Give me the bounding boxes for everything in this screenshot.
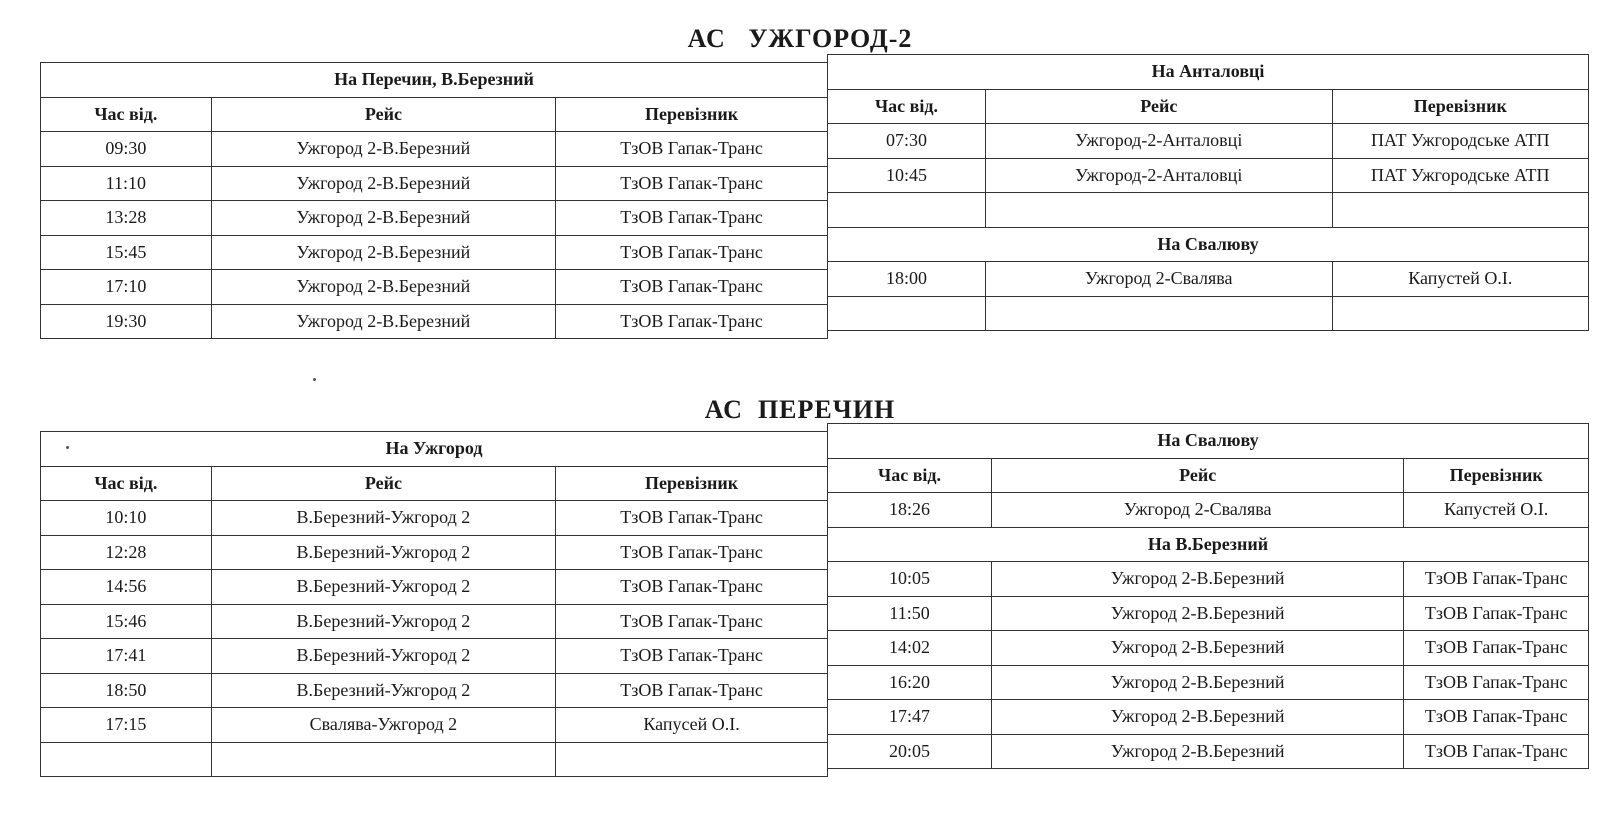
carrier: ТзОВ Гапак-Транс xyxy=(556,570,828,605)
table-row xyxy=(41,201,828,236)
section-heading: На Ужгород xyxy=(41,432,828,467)
column-header-row xyxy=(828,458,1589,493)
carrier: ТзОВ Гапак-Транс xyxy=(556,270,828,305)
carrier xyxy=(1332,296,1588,331)
route: В.Березний-Ужгород 2 xyxy=(211,501,555,536)
carrier: ТзОВ Гапак-Транс xyxy=(1404,665,1589,700)
departure-time: 19:30 xyxy=(41,304,212,339)
table-row xyxy=(828,700,1589,735)
carrier-header: Перевізник xyxy=(556,97,828,132)
route: Ужгород 2-В.Березний xyxy=(992,734,1404,769)
carrier xyxy=(1332,193,1588,228)
route: Ужгород 2-В.Березний xyxy=(992,700,1404,735)
route: Ужгород 2-В.Березний xyxy=(992,596,1404,631)
carrier: ТзОВ Гапак-Транс xyxy=(556,604,828,639)
route xyxy=(985,193,1332,228)
departure-time-header: Час від. xyxy=(828,458,992,493)
carrier: ТзОВ Гапак-Транс xyxy=(556,501,828,536)
route xyxy=(985,296,1332,331)
route-header: Рейс xyxy=(992,458,1404,493)
route: В.Березний-Ужгород 2 xyxy=(211,604,555,639)
sub-heading: На В.Березний xyxy=(828,527,1589,562)
departure-time: 11:10 xyxy=(41,166,212,201)
carrier: ТзОВ Гапак-Транс xyxy=(1404,700,1589,735)
section-heading: На Свалюву xyxy=(828,424,1589,459)
station1-right-table xyxy=(827,54,1589,331)
carrier: ТзОВ Гапак-Транс xyxy=(1404,734,1589,769)
section-heading: На Анталовці xyxy=(828,55,1589,90)
departure-time: 14:56 xyxy=(41,570,212,605)
departure-time-header: Час від. xyxy=(41,466,212,501)
sub-heading: На Свалюву xyxy=(828,227,1589,262)
carrier: ТзОВ Гапак-Транс xyxy=(1404,562,1589,597)
departure-time: 17:41 xyxy=(41,639,212,674)
route: Свалява-Ужгород 2 xyxy=(211,708,555,743)
carrier: ТзОВ Гапак-Транс xyxy=(1404,631,1589,666)
carrier: Капусей О.І. xyxy=(556,708,828,743)
section-heading: На Перечин, В.Березний xyxy=(41,63,828,98)
departure-time: 18:26 xyxy=(828,493,992,528)
departure-time: 09:30 xyxy=(41,132,212,167)
departure-time xyxy=(828,296,986,331)
table-row xyxy=(828,596,1589,631)
carrier: ТзОВ Гапак-Транс xyxy=(1404,596,1589,631)
route-header: Рейс xyxy=(211,97,555,132)
speck xyxy=(313,378,316,381)
departure-time: 07:30 xyxy=(828,124,986,159)
table-row xyxy=(828,665,1589,700)
departure-time: 10:45 xyxy=(828,158,986,193)
carrier: ТзОВ Гапак-Транс xyxy=(556,166,828,201)
route: Ужгород 2-В.Березний xyxy=(211,132,555,167)
carrier: Капустей О.І. xyxy=(1404,493,1589,528)
departure-time-header: Час від. xyxy=(41,97,212,132)
sub-heading-row xyxy=(828,227,1589,262)
route: Ужгород-2-Анталовці xyxy=(985,158,1332,193)
column-header-row xyxy=(41,97,828,132)
route: Ужгород 2-В.Березний xyxy=(211,166,555,201)
table-row xyxy=(828,734,1589,769)
route: Ужгород 2-В.Березний xyxy=(211,235,555,270)
route: Ужгород 2-В.Березний xyxy=(992,665,1404,700)
carrier: ТзОВ Гапак-Транс xyxy=(556,201,828,236)
route: В.Березний-Ужгород 2 xyxy=(211,570,555,605)
section-heading-row xyxy=(828,424,1589,459)
departure-time-header: Час від. xyxy=(828,89,986,124)
table-row xyxy=(41,570,828,605)
table-row xyxy=(41,166,828,201)
route-header: Рейс xyxy=(985,89,1332,124)
route: В.Березний-Ужгород 2 xyxy=(211,673,555,708)
table-row xyxy=(41,639,828,674)
departure-time xyxy=(828,193,986,228)
column-header-row xyxy=(828,89,1589,124)
table-row xyxy=(41,132,828,167)
route-header: Рейс xyxy=(211,466,555,501)
speck xyxy=(66,446,69,449)
table-row xyxy=(828,562,1589,597)
table-row xyxy=(41,673,828,708)
table-row xyxy=(41,235,828,270)
departure-time: 12:28 xyxy=(41,535,212,570)
table-row xyxy=(828,262,1589,297)
departure-time: 17:47 xyxy=(828,700,992,735)
station2-title: АС ПЕРЕЧИН xyxy=(704,395,896,424)
departure-time: 13:28 xyxy=(41,201,212,236)
departure-time: 10:10 xyxy=(41,501,212,536)
station1-left-table xyxy=(40,62,828,339)
carrier: ПАТ Ужгородське АТП xyxy=(1332,124,1588,159)
departure-time: 18:50 xyxy=(41,673,212,708)
carrier-header: Перевізник xyxy=(556,466,828,501)
table-row xyxy=(828,296,1589,331)
station1-title: АС УЖГОРОД-2 xyxy=(687,24,913,53)
route: Ужгород 2-В.Березний xyxy=(211,270,555,305)
section-heading-row xyxy=(41,63,828,98)
section-heading-row xyxy=(828,55,1589,90)
departure-time: 17:15 xyxy=(41,708,212,743)
table-row xyxy=(41,742,828,777)
route: Ужгород 2-В.Березний xyxy=(211,201,555,236)
table-row xyxy=(41,304,828,339)
table-row xyxy=(41,708,828,743)
carrier-header: Перевізник xyxy=(1332,89,1588,124)
departure-time: 15:46 xyxy=(41,604,212,639)
table-row xyxy=(41,501,828,536)
route: Ужгород 2-Свалява xyxy=(992,493,1404,528)
carrier: ТзОВ Гапак-Транс xyxy=(556,535,828,570)
table-row xyxy=(828,493,1589,528)
route: Ужгород 2-В.Березний xyxy=(992,562,1404,597)
departure-time: 18:00 xyxy=(828,262,986,297)
route: Ужгород 2-В.Березний xyxy=(211,304,555,339)
departure-time: 20:05 xyxy=(828,734,992,769)
route: Ужгород 2-Свалява xyxy=(985,262,1332,297)
carrier-header: Перевізник xyxy=(1404,458,1589,493)
carrier: ПАТ Ужгородське АТП xyxy=(1332,158,1588,193)
departure-time: 10:05 xyxy=(828,562,992,597)
route: Ужгород 2-В.Березний xyxy=(992,631,1404,666)
carrier: ТзОВ Гапак-Транс xyxy=(556,304,828,339)
table-row xyxy=(41,604,828,639)
table-row xyxy=(828,124,1589,159)
route: В.Березний-Ужгород 2 xyxy=(211,639,555,674)
station2-right-table xyxy=(827,423,1589,769)
table-row xyxy=(828,193,1589,228)
carrier: ТзОВ Гапак-Транс xyxy=(556,639,828,674)
departure-time: 16:20 xyxy=(828,665,992,700)
sub-heading-row xyxy=(828,527,1589,562)
departure-time: 15:45 xyxy=(41,235,212,270)
table-row xyxy=(41,535,828,570)
table-row xyxy=(41,270,828,305)
route: Ужгород-2-Анталовці xyxy=(985,124,1332,159)
route xyxy=(211,742,555,777)
column-header-row xyxy=(41,466,828,501)
carrier xyxy=(556,742,828,777)
carrier: Капустей О.І. xyxy=(1332,262,1588,297)
table-row xyxy=(828,158,1589,193)
station2-left-table xyxy=(40,431,828,777)
carrier: ТзОВ Гапак-Транс xyxy=(556,673,828,708)
table-row xyxy=(828,631,1589,666)
departure-time xyxy=(41,742,212,777)
departure-time: 14:02 xyxy=(828,631,992,666)
carrier: ТзОВ Гапак-Транс xyxy=(556,235,828,270)
departure-time: 11:50 xyxy=(828,596,992,631)
carrier: ТзОВ Гапак-Транс xyxy=(556,132,828,167)
section-heading-row xyxy=(41,432,828,467)
departure-time: 17:10 xyxy=(41,270,212,305)
route: В.Березний-Ужгород 2 xyxy=(211,535,555,570)
